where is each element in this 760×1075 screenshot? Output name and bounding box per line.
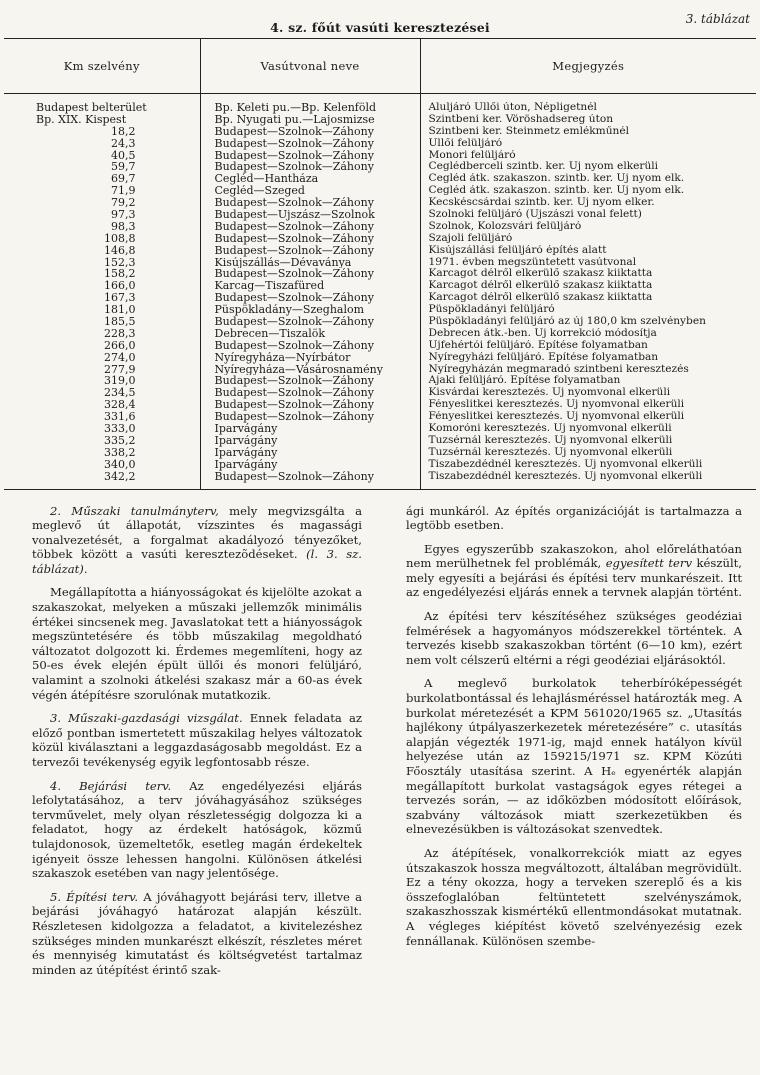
note-text: Szintbeni ker. Steinmetz emlékműnél bbox=[428, 125, 630, 137]
km-value: 158,2 bbox=[104, 268, 136, 281]
railway-column bbox=[200, 94, 420, 490]
paragraph-text: A meglevő burkolatok teherbíróképességét burkolatbontással és lehajlásméréssel határozták meg. A burkolat méretezését a KPM 561020/1965 sz. „Utasítás hajlékony útpályaszerkezetek méretezésére” c. utasítás alapján végezték 1971-ig, majd ennek hatályon kívül helyezése után az 159215/1971 sz. KPM Közúti Főosztály utasítása szerint. A Hₑ egyenérték alapján megállapított burkolat vastagságok egyes rétegei a tervezés során, — az időközben módosított előírások, szabvány változások miatt szerkezetükben és elnevezésükben is változásokat szenvedtek. bbox=[406, 676, 742, 837]
railway-name: Budapest—Szolnok—Záhony bbox=[214, 470, 374, 483]
header-note: Megjegyzés bbox=[420, 39, 756, 94]
paragraph bbox=[406, 676, 742, 837]
railway-name: Budapest—Szolnok—Záhony bbox=[214, 232, 374, 245]
note-text: Monori felüljáró bbox=[428, 149, 516, 161]
railway-name: Budapest—Szolnok—Záhony bbox=[214, 161, 374, 174]
note-text: Üllői felüljáró bbox=[428, 137, 503, 149]
km-value: 97,3 bbox=[111, 209, 136, 221]
note-text: Püspökladányi felüljáró bbox=[428, 304, 555, 316]
railway-name: Iparvágány bbox=[214, 446, 278, 459]
paragraph-emphasis: egyesített terv bbox=[601, 556, 693, 571]
note-text: Cegléd átk. szakaszon. szintb. ker. Új nyom elk. bbox=[428, 185, 685, 197]
note-text: Debrecen átk.-ben. Új korrekció módosítja bbox=[428, 327, 657, 339]
railway-name: Budapest—Szolnok—Záhony bbox=[214, 387, 374, 400]
note-text: Tuzsérnál keresztezés. Új nyomvonal elkerüli bbox=[428, 434, 673, 446]
paragraph-heading: 4. Bejárási terv. bbox=[50, 778, 172, 793]
left-text-column bbox=[32, 504, 362, 987]
km-value: 234,5 bbox=[104, 387, 136, 400]
paragraph-emphasis: (l. 3. sz. táblázat). bbox=[32, 547, 362, 576]
note-text: Szintbeni ker. Vöröshadsereg úton bbox=[428, 113, 614, 125]
railway-name: Iparvágány bbox=[214, 434, 278, 447]
km-value: 108,8 bbox=[104, 232, 136, 245]
note-text: Tiszabezdédnél keresztezés. Új nyomvonal elkerüli bbox=[428, 458, 703, 470]
paragraph-text: A jóváhagyott bejárási terv, illetve a bejárási jóváhagyó határozat alapján készült. Részletesen kidolgozza a feladatot, a kivitelezéshez szükséges minden munkarészt elkészít, részletes méret és mennyiség kimutatást és költségvetést tartalmaz minden az útépítést érintő szak- bbox=[32, 889, 362, 977]
note-text: Ajaki felüljáró. Építése folyamatban bbox=[428, 375, 621, 387]
railway-name: Iparvágány bbox=[214, 423, 278, 435]
note-text: Kisújszállási felüljáró építés alatt bbox=[428, 244, 607, 256]
railway-name: Budapest—Szolnok—Záhony bbox=[214, 149, 374, 162]
km-value: 146,8 bbox=[104, 244, 136, 257]
table-title: 4. sz. főút vasúti keresztezései bbox=[270, 20, 490, 35]
note-text: Újfehértói felüljáró. Építése folyamatban bbox=[428, 339, 648, 351]
note-text: Karcagot délről elkerülő szakasz kiiktatta bbox=[428, 268, 653, 280]
right-text-column bbox=[406, 504, 742, 987]
railway-name: Cegléd—Hantháza bbox=[214, 173, 319, 186]
km-value: 79,2 bbox=[111, 197, 136, 210]
km-value: 328,4 bbox=[104, 399, 136, 412]
note-text: Kisvárdai keresztezés. Új nyomvonal elkerüli bbox=[428, 387, 671, 399]
paragraph bbox=[32, 585, 362, 702]
km-value: 335,2 bbox=[104, 434, 136, 447]
railway-name: Cegléd—Szeged bbox=[214, 185, 305, 198]
railway-name: Budapest—Szolnok—Záhony bbox=[214, 375, 374, 388]
note-text: Fényeslitkei keresztezés. Új nyomvonal elkerüli bbox=[428, 411, 685, 423]
paragraph-text: készült, mely egyesíti a bejárási és építési terv munkarészeit. Itt az engedélyezési eljárás ennek a tervnek alapján történt. bbox=[406, 556, 742, 600]
note-text: Szolnok, Kolozsvári felüljáró bbox=[428, 220, 582, 232]
railway-name: Budapest—Szolnok—Záhony bbox=[214, 125, 374, 138]
km-value: 167,3 bbox=[104, 292, 136, 305]
railway-crossings-table bbox=[4, 38, 756, 490]
km-value: 152,3 bbox=[104, 256, 136, 269]
railway-name: Budapest—Szolnok—Záhony bbox=[214, 244, 374, 257]
km-value: 69,7 bbox=[111, 173, 136, 186]
km-value: Budapest belterület bbox=[36, 102, 147, 114]
km-value: 342,2 bbox=[104, 470, 136, 483]
railway-name: Budapest—Szolnok—Záhony bbox=[214, 399, 374, 412]
km-value: 228,3 bbox=[104, 327, 136, 340]
railway-name: Budapest—Újszász—Szolnok bbox=[214, 209, 375, 221]
km-value: 340,0 bbox=[104, 458, 136, 471]
railway-name: Karcag—Tiszafüred bbox=[214, 280, 325, 293]
note-text: Aluljáró Üllői úton, Népligetnél bbox=[428, 102, 597, 113]
railway-name: Budapest—Szolnok—Záhony bbox=[214, 339, 374, 352]
km-value: 166,0 bbox=[104, 280, 136, 293]
km-value: 185,5 bbox=[104, 316, 136, 328]
note-text: Szolnoki felüljáró (Újszászi vonal felett) bbox=[428, 209, 642, 221]
km-column bbox=[4, 94, 200, 490]
railway-name: Kisújszállás—Dévaványa bbox=[214, 256, 352, 269]
note-text: Karcagot délről elkerülő szakasz kiiktatta bbox=[428, 280, 653, 292]
paragraph bbox=[32, 890, 362, 978]
km-value: 277,9 bbox=[104, 363, 136, 376]
railway-name: Budapest—Szolnok—Záhony bbox=[214, 137, 374, 150]
paragraph bbox=[406, 504, 742, 533]
railway-name: Püspökladány—Szeghalom bbox=[214, 304, 365, 317]
railway-name: Budapest—Szolnok—Záhony bbox=[214, 411, 374, 424]
railway-name: Bp. Nyugati pu.—Lajosmizse bbox=[214, 113, 375, 126]
paragraph-heading: 2. Műszaki tanulmányterv, bbox=[50, 503, 219, 518]
km-value: 333,0 bbox=[104, 423, 136, 435]
note-text: Kecskéscsárdai szintb. ker. Új nyom elker. bbox=[428, 197, 655, 209]
km-value: 338,2 bbox=[104, 446, 136, 459]
paragraph-text: Megállapította a hiányosságokat és kijelölte azokat a szakaszokat, melyeken a műszaki jellemzők minimális értékei sincsenek meg. Javaslatokat tett a hiányosságok megszüntetésére és több műszakilag megoldható változatot dolgozott ki. Érdemes megemlíteni, hogy az 50-es évek elején épült üllői és monori felüljáró, valamint a szolnoki átkelési szakasz már a 60-as évek végén átépítésre szorulónak mutatkozik. bbox=[32, 585, 362, 702]
km-value: 40,5 bbox=[111, 149, 136, 162]
km-value: 18,2 bbox=[111, 125, 136, 138]
railway-name: Nyíregyháza—Vásárosnamény bbox=[214, 363, 383, 376]
note-text: Ceglédberceli szintb. ker. Új nyom elkerüli bbox=[428, 161, 659, 173]
railway-name: Iparvágány bbox=[214, 458, 278, 471]
note-text: Püspökladányi felüljáró az új 180,0 km szelvényben bbox=[428, 316, 706, 328]
railway-name: Debrecen—Tiszalök bbox=[214, 327, 326, 340]
note-text: Komoróni keresztezés. Új nyomvonal elkerüli bbox=[428, 423, 672, 435]
paragraph bbox=[32, 504, 362, 577]
paragraph bbox=[32, 711, 362, 769]
note-column bbox=[420, 94, 756, 490]
note-text: Nyíregyházán megmaradó szintbeni keresztezés bbox=[428, 363, 689, 375]
note-text: Tuzsérnál keresztezés. Új nyomvonal elkerüli bbox=[428, 446, 673, 458]
header-railway: Vasútvonal neve bbox=[200, 39, 420, 94]
body-text bbox=[4, 504, 756, 987]
paragraph bbox=[406, 846, 742, 948]
header-km: Km szelvény bbox=[4, 39, 200, 94]
paragraph-heading: 5. Építési terv. bbox=[50, 889, 139, 904]
paragraph-text: mely megvizsgálta a meglevő út állapotát, vízszintes és magassági vonalvezetését, a forgalmat akadályozó tényezőket, többek között a vasúti keresztezõdéseket. bbox=[32, 503, 363, 562]
table-reference: 3. táblázat bbox=[685, 12, 750, 26]
paragraph-heading: 3. Műszaki-gazdasági vizsgálat. bbox=[50, 711, 243, 726]
note-text: Karcagot délről elkerülő szakasz kiiktatta bbox=[428, 292, 653, 304]
railway-name: Budapest—Szolnok—Záhony bbox=[214, 220, 374, 233]
paragraph bbox=[406, 542, 742, 600]
paragraph bbox=[32, 779, 362, 881]
railway-name: Budapest—Szolnok—Záhony bbox=[214, 268, 374, 281]
paragraph-text: Ennek feladata az előző pontban ismertetett műszakilag helyes változatok közül kiválasztani a leggazdaságosabb megoldást. Ez a tervezői tevékenység egyik legfontosabb része. bbox=[32, 711, 362, 769]
km-value: 98,3 bbox=[111, 220, 136, 233]
note-text: Fényeslitkei keresztezés. Új nyomvonal elkerüli bbox=[428, 399, 685, 411]
note-text: 1971. évben megszüntetett vasútvonal bbox=[428, 256, 637, 268]
railway-name: Budapest—Szolnok—Záhony bbox=[214, 292, 374, 305]
km-value: 71,9 bbox=[111, 185, 136, 198]
paragraph-text: Az építési terv készítéséhez szükséges geodéziai felmérések a hagyományos módszerekkel történtek. A tervezés kisebb szakaszokban történt (6—10 km), ezért nem volt célszerű eltérni a régi geodéziai eljárásoktól. bbox=[406, 609, 742, 667]
km-value: 24,3 bbox=[111, 137, 136, 150]
paragraph-text: Az engedélyezési eljárás lefolytatásához, a terv jóváhagyásához szükséges tervművelet, mely olyan részletességig dolgozza ki a feladatot, hogy az érdekelt hatóságok, közmű tulajdonosok, üzemeltetők, esetleg magán érdekeltek igényeit össze lehessen hangolni. Különösen átkelési szakaszok esetében van nagy jelentősége. bbox=[32, 778, 363, 881]
note-text: Nyíregyházi felüljáró. Építése folyamatban bbox=[428, 351, 659, 363]
note-text: Cegléd átk. szakaszon. szintb. ker. Új nyom elk. bbox=[428, 173, 685, 185]
page-header bbox=[4, 6, 756, 35]
paragraph bbox=[406, 609, 742, 667]
paragraph-text: Az átépítések, vonalkorrekciók miatt az egyes útszakaszok hossza megváltozott, általában megrövidült. Ez a tény okozza, hogy a terveken szereplő és a kis összefoglalóban feltüntetett szelvényszámok, szakaszhosszak kismértékű ellentmondásokat mutatnak. A végleges kiépítést követő szelvényezésig ezek fennállanak. Különösen szembe- bbox=[406, 845, 742, 948]
km-value: Bp. XIX. Kispest bbox=[36, 113, 127, 126]
km-value: 319,0 bbox=[104, 375, 136, 388]
railway-name: Bp. Keleti pu.—Bp. Kelenföld bbox=[214, 102, 377, 114]
note-text: Tiszabezdédnél keresztezés. Új nyomvonal elkerüli bbox=[428, 470, 703, 482]
railway-name: Budapest—Szolnok—Záhony bbox=[214, 316, 374, 328]
km-value: 181,0 bbox=[104, 304, 136, 317]
km-value: 331,6 bbox=[104, 411, 136, 424]
paragraph-text: ági munkáról. Az építés organizációját is tartalmazza a legtöbb esetben. bbox=[406, 503, 742, 533]
railway-name: Budapest—Szolnok—Záhony bbox=[214, 197, 374, 210]
paragraph-text: Egyes egyszerűbb szakaszokon, ahol előreláthatóan nem merülhetnek fel problémák, bbox=[406, 541, 742, 571]
km-value: 59,7 bbox=[111, 161, 136, 174]
km-value: 266,0 bbox=[104, 339, 136, 352]
km-value: 274,0 bbox=[104, 351, 136, 364]
railway-name: Nyíregyháza—Nyírbátor bbox=[214, 351, 351, 364]
note-text: Szajoli felüljáró bbox=[428, 232, 513, 244]
